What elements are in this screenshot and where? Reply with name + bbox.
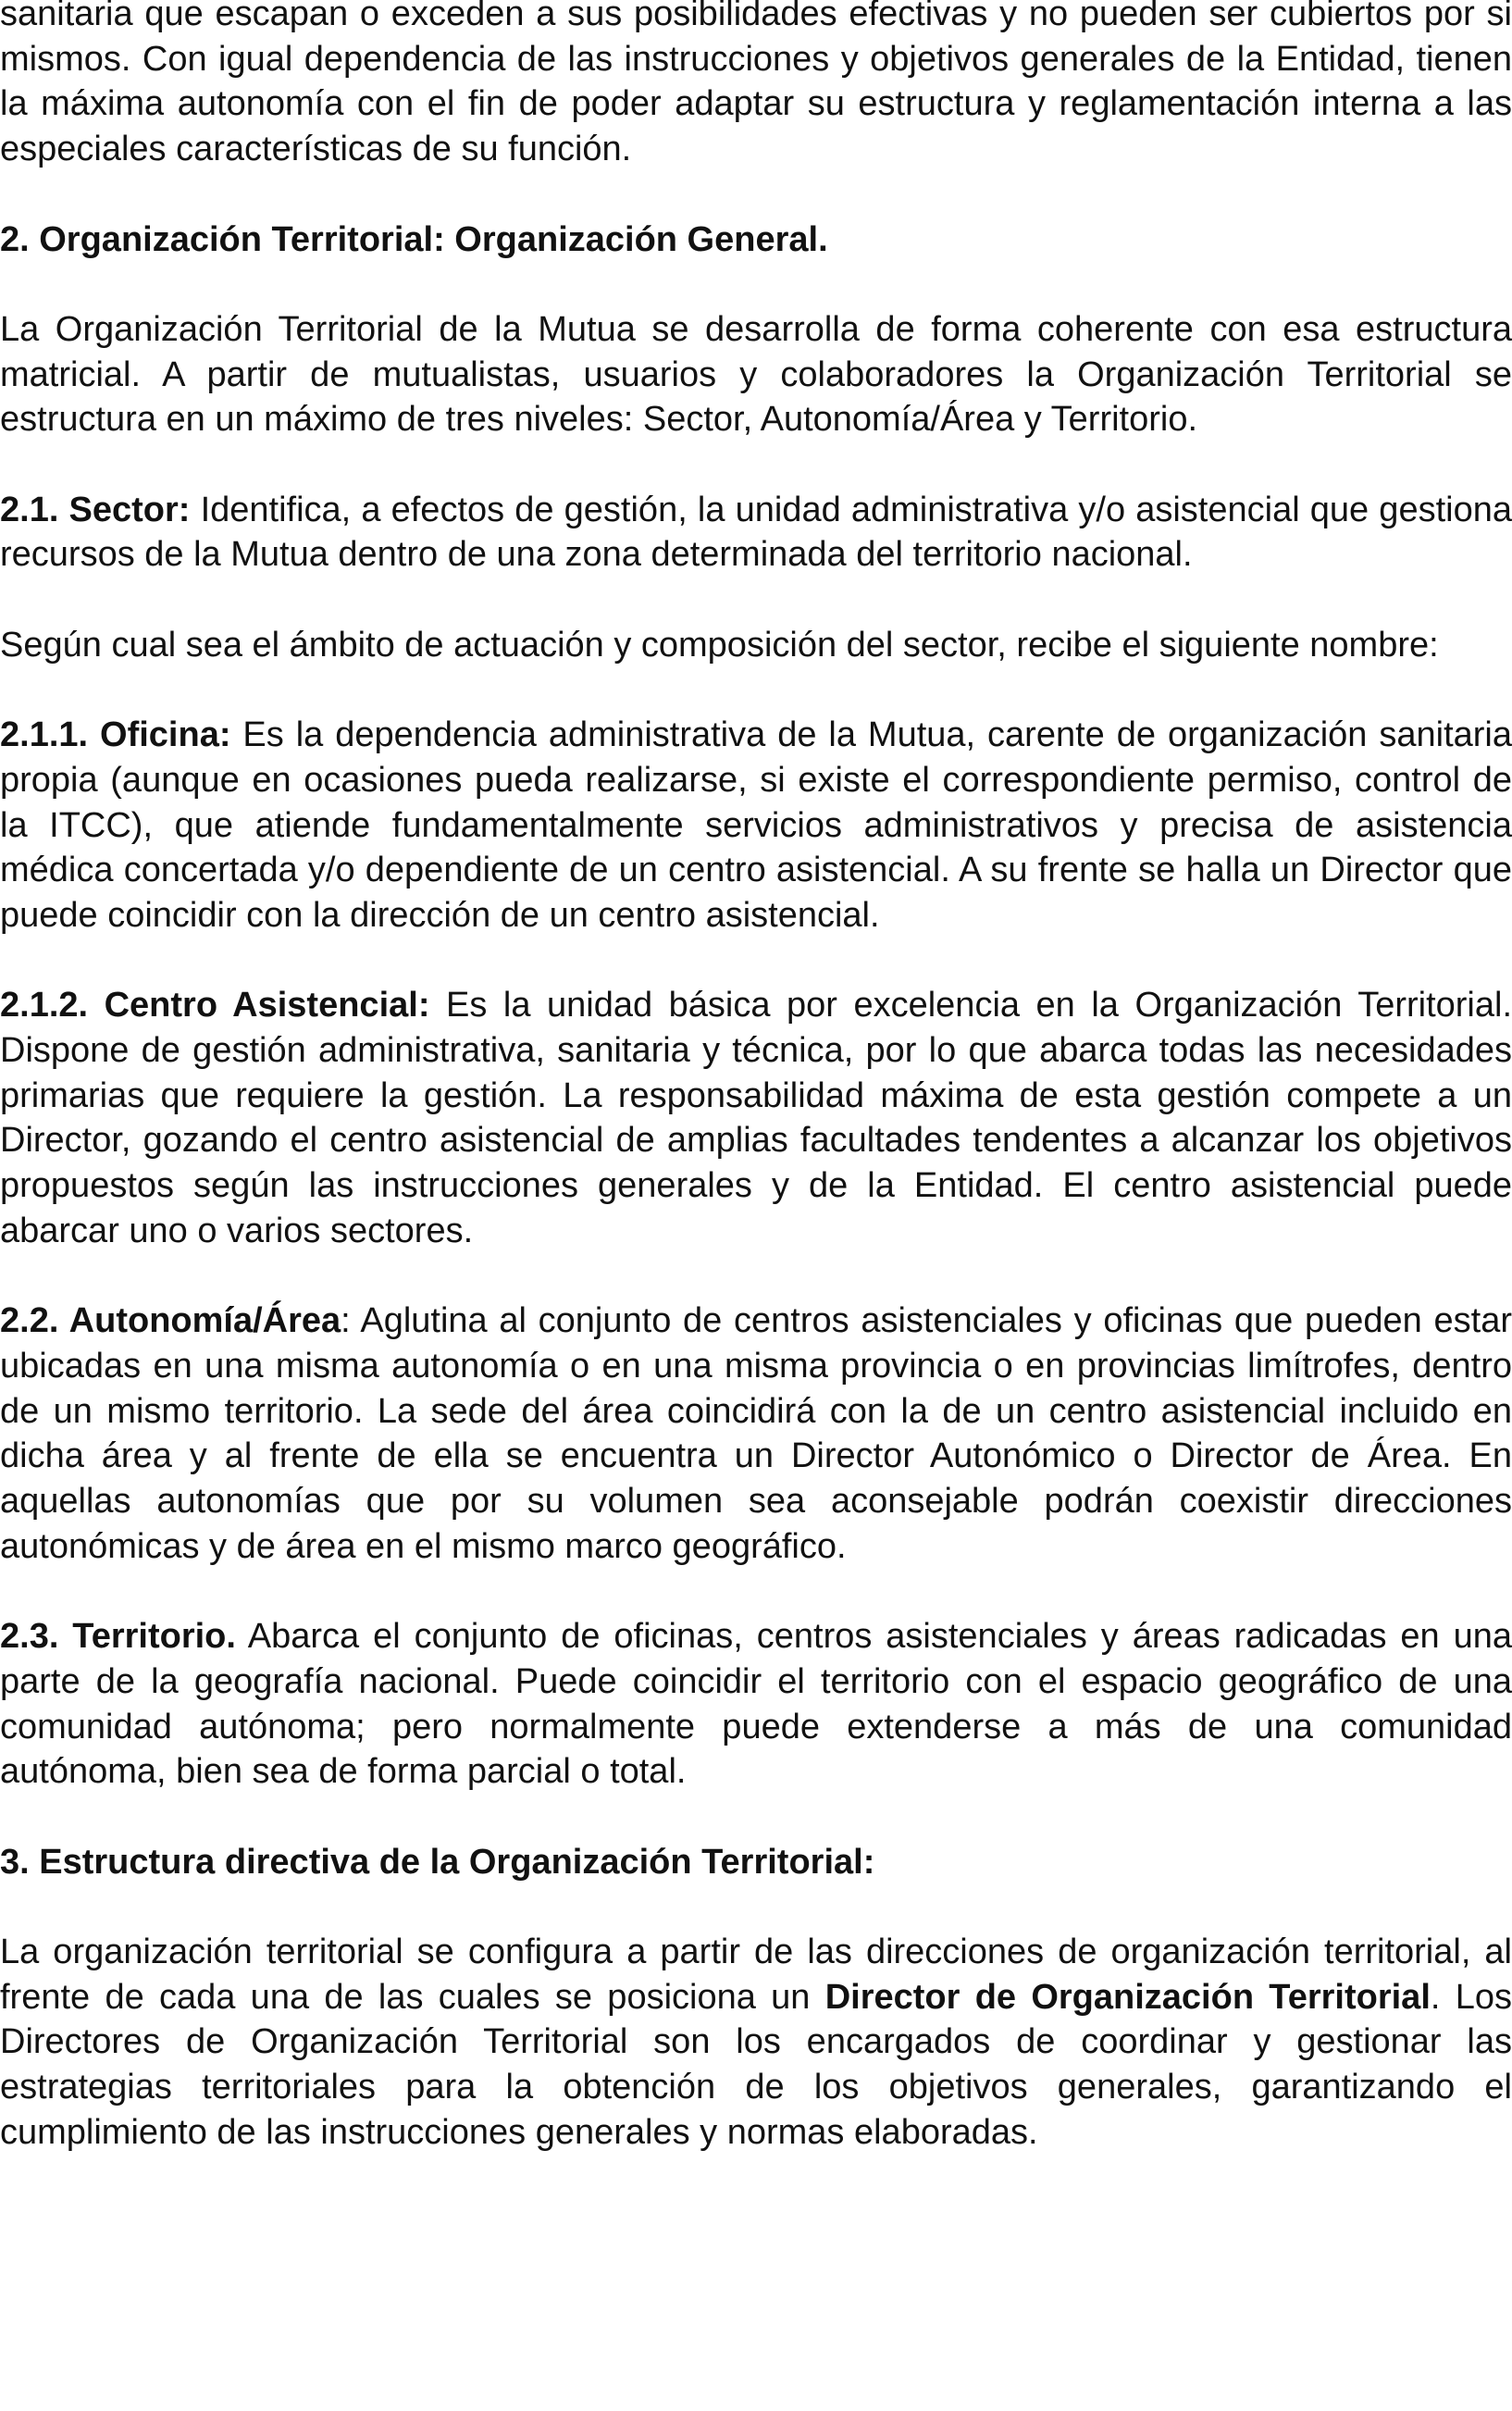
paragraph-gap — [0, 1884, 1512, 1930]
text-run: Abarca el conjunto de oficinas, centros asistenciales y áreas radicadas en una parte de la geografía nacional. Puede coincidir el territorio con el espacio geográfico de una comunidad autónoma; pero normalmente puede extenderse a más de una comunidad autónoma, bien sea de forma parcial o total. — [0, 1617, 1512, 1792]
text-run: sanitaria que escapan o exceden a sus posibilidades efectivas y no pueden ser cubiertos por si mismos. Con igual dependencia de las instrucciones y objetivos generales de la Entidad, tienen la máxima autonomía con el fin de poder adaptar su estructura y reglamentación interna a las especiales características de su función. — [0, 0, 1512, 169]
text-run: Identifica, a efectos de gestión, la unidad administrativa y/o asistencial que gestiona recursos de la Mutua dentro de una zona determinada del territorio nacional. — [0, 490, 1512, 575]
section-heading — [0, 217, 1512, 263]
bold-text-run: 2.1. Sector: — [0, 490, 191, 529]
paragraph-gap — [0, 578, 1512, 623]
text-run: La organización territorial se configura a partir de las direcciones de organización territorial, al frente de cada una de las cuales se posiciona un — [0, 1933, 1512, 2017]
bold-text-run: Director de Organización Territorial — [824, 1977, 1431, 2017]
bold-text-run: 2.3. Territorio. — [0, 1617, 236, 1657]
body-paragraph — [0, 1930, 1512, 2156]
text-run: Según cual sea el ámbito de actuación y composición del sector, recibe el siguiente nombre: — [0, 625, 1439, 665]
paragraph-gap — [0, 1254, 1512, 1299]
body-paragraph — [0, 713, 1512, 938]
body-paragraph — [0, 1299, 1512, 1569]
bold-text-run: 2.1.2. Centro Asistencial: — [0, 986, 430, 1025]
text-run: : Aglutina al conjunto de centros asistenciales y oficinas que pueden estar ubicadas en una misma autonomía o en una misma provincia o en provincias limítrofes, dentro de un mismo territorio. La sede del área coincidirá con la de un centro asistencial incluido en dicha área y al frente de ella se encuentra un Director Autonómico o Director de Área. En aquellas autonomías que por su volumen sea aconsejable podrán coexistir direcciones autonómicas y de área en el mismo marco geográfico. — [0, 1301, 1512, 1566]
body-paragraph — [0, 983, 1512, 1253]
body-paragraph — [0, 0, 1512, 172]
bold-text-run: 2.2. Autonomía/Área — [0, 1301, 341, 1341]
paragraph-gap — [0, 442, 1512, 488]
paragraph-gap — [0, 172, 1512, 217]
body-paragraph — [0, 488, 1512, 578]
paragraph-gap — [0, 262, 1512, 307]
text-run: Es la unidad básica por excelencia en la Organización Territorial. Dispone de gestión administrativa, sanitaria y técnica, por lo que abarca todas las necesidades primarias que requiere la gestión. La responsabilidad máxima de esta gestión compete a un Director, gozando el centro asistencial de amplias facultades tendentes a alcanzar los objetivos propuestos según las instrucciones generales y de la Entidad. El centro asistencial puede abarcar uno o varios sectores. — [0, 986, 1512, 1250]
body-paragraph — [0, 623, 1512, 668]
paragraph-gap — [0, 1795, 1512, 1840]
body-paragraph — [0, 307, 1512, 442]
section-heading — [0, 1840, 1512, 1885]
paragraph-gap — [0, 1570, 1512, 1615]
text-run: La Organización Territorial de la Mutua se desarrolla de forma coherente con esa estructura matricial. A partir de mutualistas, usuarios y colaboradores la Organización Territorial se estructura en un máximo de tres niveles: Sector, Autonomía/Área y Territorio. — [0, 309, 1512, 440]
bold-text-run: 3. Estructura directiva de la Organización Territorial: — [0, 1842, 875, 1882]
body-paragraph — [0, 1614, 1512, 1795]
paragraph-gap — [0, 667, 1512, 713]
paragraph-gap — [0, 938, 1512, 984]
bold-text-run: 2. Organización Territorial: Organización General. — [0, 219, 828, 259]
bold-text-run: 2.1.1. Oficina: — [0, 715, 231, 755]
text-run: . Los Directores de Organización Territorial son los encargados de coordinar y gestionar las estrategias territoriales para la obtención de los objetivos generales, garantizando el cumplimiento de las instrucciones generales y normas elaboradas. — [0, 1977, 1512, 2152]
text-run: Es la dependencia administrativa de la Mutua, carente de organización sanitaria propia (aunque en ocasiones pueda realizarse, si existe el correspondiente permiso, control de la ITCC), que atiende fundamentalmente servicios administrativos y precisa de asistencia médica concertada y/o dependiente de un centro asistencial. A su frente se halla un Director que puede coincidir con la dirección de un centro asistencial. — [0, 715, 1512, 935]
